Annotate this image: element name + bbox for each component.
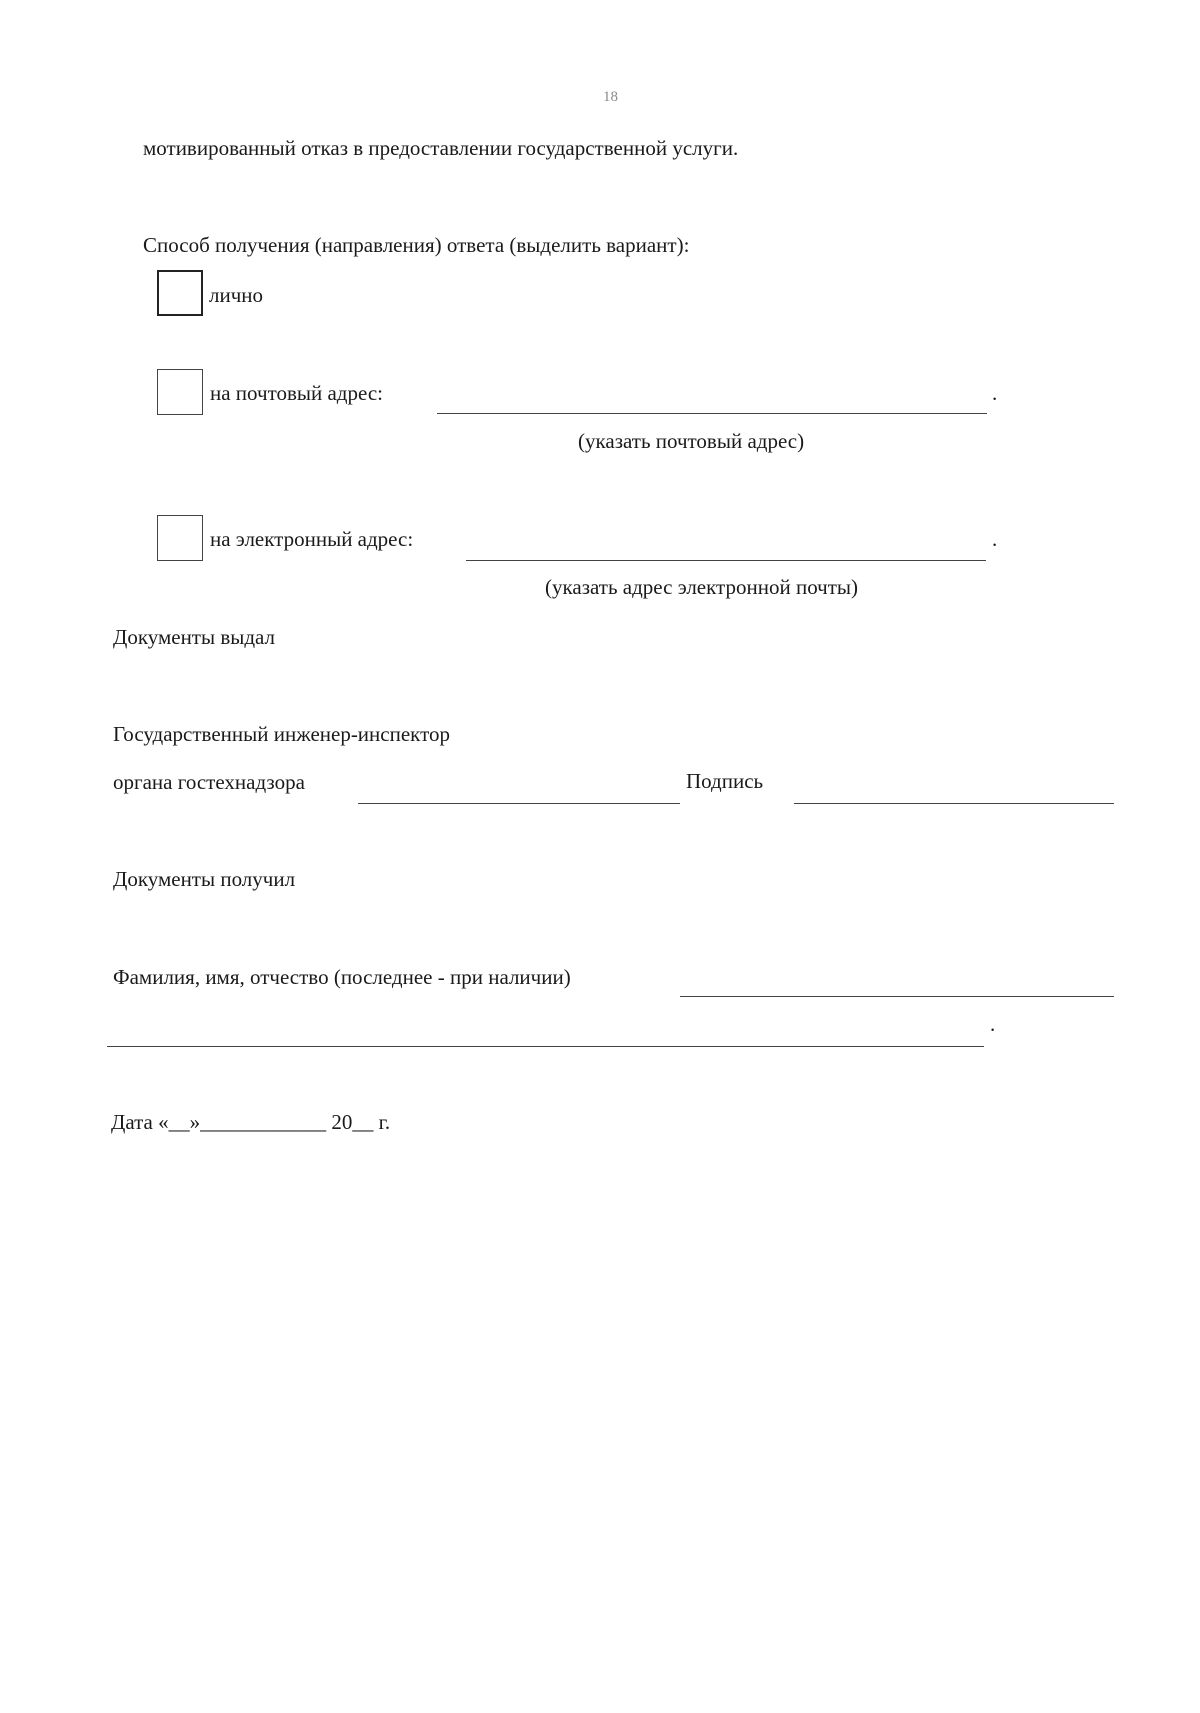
delivery-heading: Способ получения (направления) ответа (выделить вариант):: [143, 233, 690, 257]
inspector-name-field[interactable]: [358, 803, 680, 804]
signature-label: Подпись: [686, 769, 764, 793]
delivery-email-checkbox[interactable]: [157, 515, 203, 561]
intro-text: мотивированный отказ в предоставлении государственной услуги.: [143, 136, 739, 160]
signature-field[interactable]: [794, 803, 1114, 804]
email-address-field[interactable]: [466, 560, 986, 561]
email-address-period: .: [992, 527, 998, 551]
delivery-personal-label: лично: [209, 283, 264, 307]
postal-address-hint: (указать почтовый адрес): [578, 429, 805, 453]
fio-field-line1[interactable]: [680, 996, 1114, 997]
postal-address-field[interactable]: [437, 413, 987, 414]
delivery-email-label: на электронный адрес:: [210, 527, 414, 551]
issued-heading: Документы выдал: [113, 625, 276, 649]
delivery-postal-checkbox[interactable]: [157, 369, 203, 415]
page-number: 18: [603, 89, 618, 105]
fio-label: Фамилия, имя, отчество (последнее - при наличии): [113, 965, 571, 989]
delivery-personal-checkbox[interactable]: [157, 270, 203, 316]
fio-period: .: [990, 1012, 996, 1036]
delivery-postal-label: на почтовый адрес:: [210, 381, 383, 405]
issued-position-line2: органа гостехнадзора: [113, 770, 305, 794]
received-heading: Документы получил: [113, 867, 296, 891]
date-line: Дата «__»____________ 20__ г.: [111, 1110, 391, 1134]
email-address-hint: (указать адрес электронной почты): [545, 575, 858, 599]
postal-address-period: .: [992, 381, 998, 405]
issued-position-line1: Государственный инженер-инспектор: [113, 722, 450, 746]
fio-field-line2[interactable]: [107, 1046, 984, 1047]
